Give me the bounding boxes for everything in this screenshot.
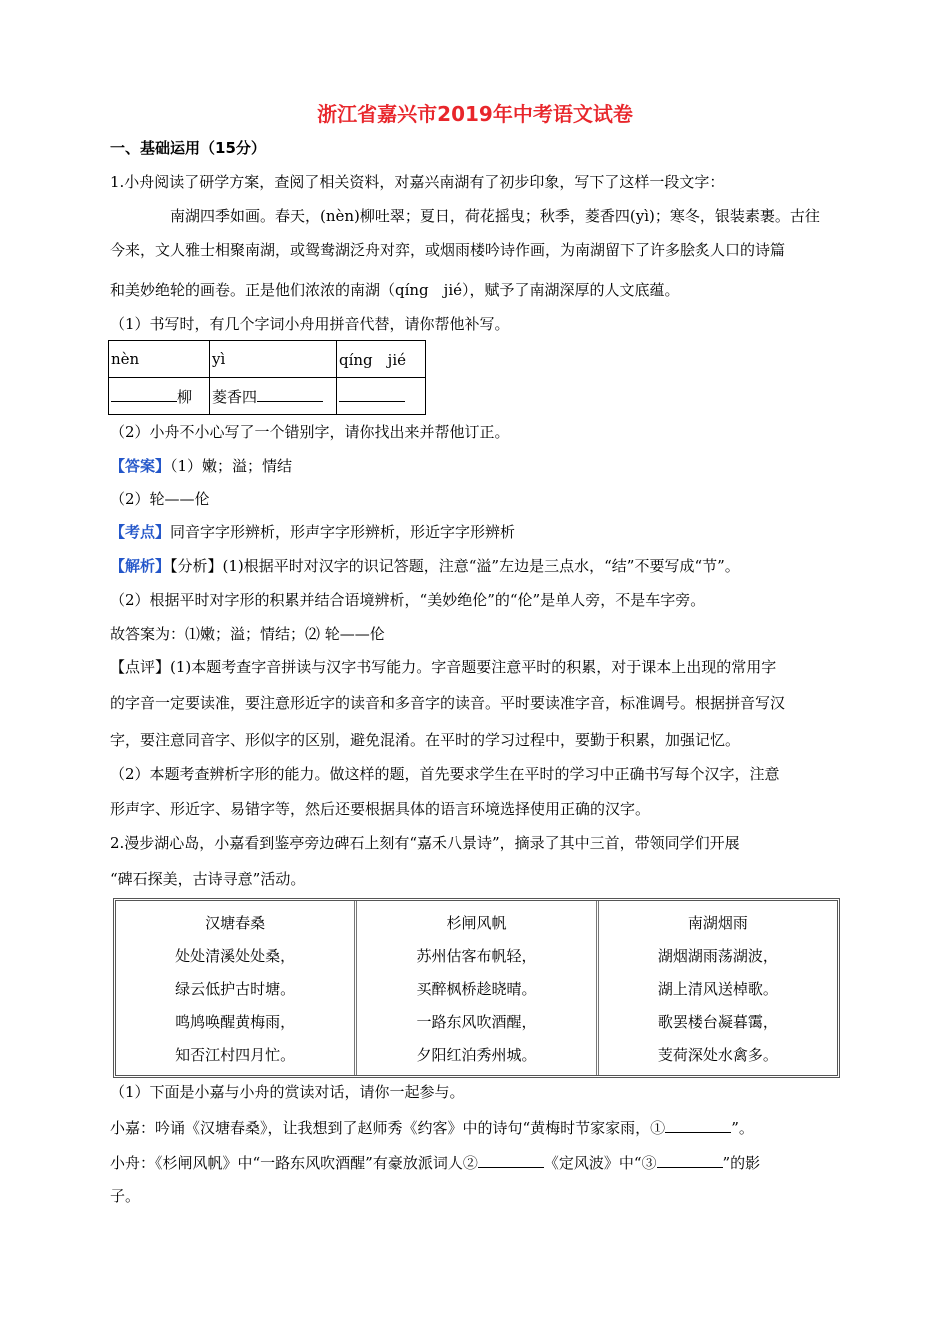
q2-intro-1: 2.漫步湖心岛，小嘉看到鉴亭旁边碑石上刻有“嘉禾八景诗”，摘录了其中三首，带领同学们开展 [110, 834, 740, 852]
answer-tag: 【答案】 [110, 457, 171, 475]
pinyin-cell-yi: yì [210, 341, 337, 378]
poem-line: 买醉枫桥趁晓晴。 [416, 980, 537, 998]
dialogue-xiaozhou [110, 1152, 760, 1173]
jiexi-line-2: （2）根据平时对字形的积累并结合语境辨析，“美妙绝伦”的“伦”是单人旁，不是车字旁。 [110, 591, 706, 609]
pinyin-cell-nen: nèn [109, 341, 210, 378]
q1-sub2: （2）小舟不小心写了一个错别字，请你找出来并帮他订正。 [110, 423, 510, 441]
poem-1 [116, 901, 354, 1075]
poem-table [113, 898, 840, 1078]
passage-line-3: 和美妙绝轮的画卷。正是他们浓浓的南湖（qíng jié），赋予了南湖深厚的人文底蕴。 [110, 281, 680, 299]
poem-line: 鸣鸠唤醒黄梅雨， [175, 1013, 296, 1031]
kaodian-line [110, 522, 515, 542]
pinyin-cell-qingjie: qíng jié [337, 341, 426, 378]
poem-line: 歌罢楼台凝暮霭， [657, 1013, 778, 1031]
xiaozhou-text-a: 小舟：《杉闸风帆》中“一路东风吹酒醒”有豪放派词人② [110, 1154, 478, 1172]
q1-intro: 1.小舟阅读了研学方案，查阅了相关资料，对嘉兴南湖有了初步印象，写下了这样一段文字： [110, 173, 725, 191]
blank-3[interactable] [339, 386, 405, 402]
xiaojia-text: 小嘉：吟诵《汉塘春桑》，让我想到了赵师秀《约客》中的诗句“黄梅时节家家雨，① [110, 1119, 666, 1137]
poem-title: 汉塘春桑 [205, 914, 266, 932]
dianping-line-2: 的字音一定要读准，要注意形近字的读音和多音字的读音。平时要读准字音，标准调号。根据拼音写汉 [110, 694, 786, 712]
poem-2 [354, 901, 595, 1075]
poem-line: 一路东风吹酒醒， [416, 1013, 537, 1031]
dialogue-xiaojia [110, 1117, 754, 1138]
poem-line: 处处清溪处处桑， [175, 947, 296, 965]
xiaozhou-text-b: 《定风波》中“③ [543, 1154, 657, 1172]
q1-sub1: （1）书写时，有几个字词小舟用拼音代替，请你帮他补写。 [110, 315, 510, 333]
blank-q2-3[interactable] [657, 1152, 723, 1168]
blank-q2-2[interactable] [478, 1152, 544, 1168]
poem-title: 南湖烟雨 [687, 914, 748, 932]
dialogue-xiaozhou-2: 子。 [110, 1187, 141, 1205]
dianping-line-1: 【点评】(1)本题考查字音拼读与汉字书写能力。字音题要注意平时的积累，对于课本上出现的常用字 [110, 658, 777, 676]
answer-cell-3[interactable] [337, 378, 426, 415]
kaodian-tag: 【考点】 [110, 523, 171, 541]
page-title: 浙江省嘉兴市2019年中考语文试卷 [317, 102, 633, 126]
answer-line-1 [110, 456, 292, 476]
dianping-line-3: 字，要注意同音字、形似字的区别，避免混淆。在平时的学习过程中，要勤于积累，加强记忆。 [110, 731, 741, 749]
section-heading: 一、基础运用（15分） [110, 139, 266, 157]
answer-line-2: （2）轮——伦 [110, 490, 210, 508]
passage-line-2: 今来，文人雅士相聚南湖，或鸳鸯湖泛舟对弈，或烟雨楼吟诗作画，为南湖留下了许多脍炙人口的诗篇 [110, 241, 786, 259]
answer-cell-2[interactable] [210, 378, 337, 415]
poem-title: 杉闸风帆 [446, 914, 507, 932]
blank-1[interactable] [111, 386, 177, 402]
answer-text-1: （1）嫩；溢；情结 [170, 457, 293, 475]
cell-prefix: 菱香四 [212, 387, 258, 406]
blank-q2-1[interactable] [665, 1117, 731, 1133]
cell-suffix: 柳 [177, 387, 193, 406]
pinyin-table [108, 340, 426, 415]
poem-line: 湖上清风送棹歌。 [657, 980, 778, 998]
jiexi-line-1 [110, 556, 740, 576]
poem-line: 知否江村四月忙。 [175, 1046, 296, 1064]
poem-3 [596, 901, 837, 1075]
xiaozhou-text-c: ”的影 [722, 1154, 761, 1172]
poem-line: 芰荷深处水禽多。 [657, 1046, 778, 1064]
poem-line: 苏州估客布帆轻， [416, 947, 537, 965]
poem-line: 湖烟湖雨荡湖波， [657, 947, 778, 965]
xiaojia-text-end: ”。 [731, 1119, 754, 1137]
dianping-line-4: （2）本题考查辨析字形的能力。做这样的题，首先要求学生在平时的学习中正确书写每个汉字，注意 [110, 765, 780, 783]
passage-line-1: 南湖四季如画。春天，(nèn)柳吐翠；夏日，荷花摇曳；秋季，菱香四(yì)；寒冬，银装素裹。古往 [170, 207, 820, 225]
jiexi-text-1: 【分析】(1)根据平时对汉字的识记答题，注意“溢”左边是三点水，“结”不要写成“节”。 [170, 557, 740, 575]
answer-cell-1[interactable] [109, 378, 210, 415]
blank-2[interactable] [257, 386, 323, 402]
dianping-line-5: 形声字、形近字、易错字等，然后还要根据具体的语言环境选择使用正确的汉字。 [110, 800, 651, 818]
q2-intro-2: “碑石探美，古诗寻意”活动。 [110, 870, 306, 888]
jiexi-tag: 【解析】 [110, 557, 171, 575]
q2-sub1: （1）下面是小嘉与小舟的赏读对话，请你一起参与。 [110, 1083, 465, 1101]
poem-line: 绿云低护古时塘。 [175, 980, 296, 998]
final-answer: 故答案为：⑴嫩；溢；情结；⑵ 轮——伦 [110, 625, 385, 643]
poem-line: 夕阳红泊秀州城。 [416, 1046, 537, 1064]
kaodian-text: 同音字字形辨析，形声字字形辨析，形近字字形辨析 [170, 523, 516, 541]
